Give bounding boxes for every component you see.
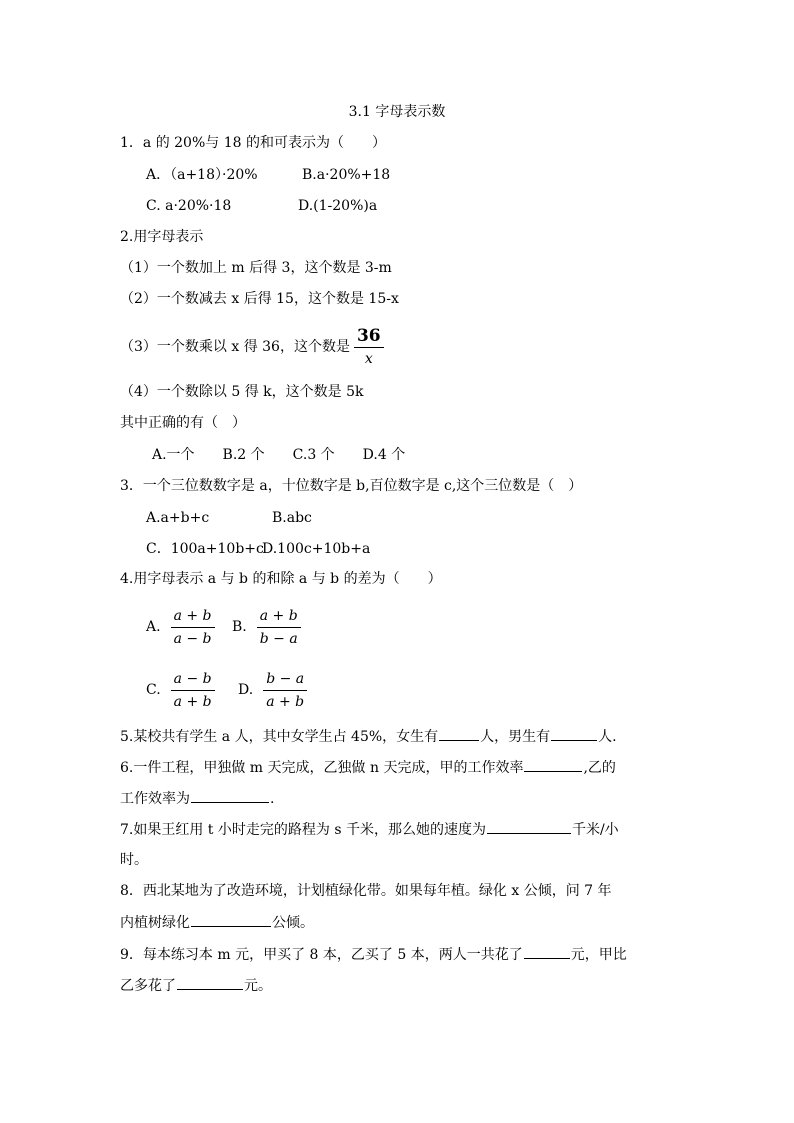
q4-option-d (238, 667, 311, 715)
q7-line-1 (120, 819, 619, 840)
q4-option-c (146, 667, 219, 715)
fraction-numerator: a + b (171, 605, 215, 628)
q4-option-a (146, 604, 219, 652)
q5-line (120, 726, 617, 747)
q8-text-3: 公倾。 (272, 915, 314, 931)
fraction-denominator: b − a (259, 630, 298, 647)
q2-options: A.一个 B.2 个 C.3 个 D.4 个 (152, 447, 406, 463)
q5-text-1: 5.某校共有学生 a 人，其中女学生占 45%，女生有 (120, 729, 439, 745)
q4-option-b-label: B. (232, 619, 247, 635)
q9-text-3: 乙多花了 (120, 978, 176, 994)
q8-line-2 (120, 912, 314, 933)
q7-line-2: 时。 (120, 852, 148, 868)
q6-text-3: 工作效率为 (120, 791, 190, 807)
q3-option-a: A.a+b+c (146, 510, 210, 526)
q2-statement-3 (120, 324, 388, 372)
q4-option-a-fraction (171, 605, 215, 650)
q4-option-d-fraction (263, 668, 307, 713)
q4-option-b (232, 604, 305, 652)
q4-option-b-fraction (257, 605, 301, 650)
q8-text-2: 内植树绿化 (120, 915, 190, 931)
q2-statement-3-text: （3）一个数乘以 x 得 36，这个数是 (120, 339, 350, 355)
q7-blank[interactable] (487, 819, 571, 834)
fraction-denominator: a + b (266, 693, 305, 710)
fraction-denominator: a + b (173, 693, 212, 710)
q3-stem: 3．一个三位数数字是 a，十位数字是 b,百位数字是 c,这个三位数是（ ） (120, 478, 583, 494)
q1-option-d: D.(1-20%)a (298, 198, 378, 214)
q2-statement-4: （4）一个数除以 5 得 k，这个数是 5k (120, 384, 364, 400)
q9-blank-diff[interactable] (177, 975, 243, 990)
fraction-denominator: a − b (173, 630, 212, 647)
q8-blank[interactable] (191, 912, 271, 927)
q3-option-b: B.abc (272, 510, 312, 526)
q2-stem: 2.用字母表示 (120, 229, 204, 245)
q2-statement-1: （1）一个数加上 m 后得 3，这个数是 3-m (120, 260, 392, 276)
q3-option-d: D.100c+10b+a (262, 541, 371, 557)
q6-line-1 (120, 757, 616, 778)
fraction-denominator: x (364, 350, 373, 367)
q2-statement-2: （2）一个数减去 x 后得 15，这个数是 15-x (120, 291, 399, 307)
q9-line-1 (120, 944, 627, 965)
fraction-numerator: a − b (171, 668, 215, 691)
q6-blank-a[interactable] (524, 757, 582, 772)
q6-text-2: ,乙的 (583, 760, 616, 776)
q5-text-3: 人. (598, 729, 617, 745)
fraction-numerator: b − a (263, 668, 307, 691)
q4-option-d-label: D. (238, 682, 254, 698)
q9-text-1: 9．每本练习本 m 元，甲买了 8 本，乙买了 5 本，两人一共花了 (120, 947, 523, 963)
q5-blank-boys[interactable] (551, 726, 597, 741)
q4-option-a-label: A. (146, 619, 161, 635)
q4-option-c-label: C. (146, 682, 161, 698)
q7-text-2: 千米/小 (571, 822, 619, 838)
fraction-numerator: 36 (354, 325, 384, 348)
q5-text-2: 人，男生有 (480, 729, 551, 745)
q9-text-4: 元。 (244, 978, 272, 994)
q9-blank-total[interactable] (524, 944, 570, 959)
q1-option-c: C. a·20%·18 (146, 198, 232, 214)
q6-line-2 (120, 788, 274, 809)
q6-text-1: 6.一件工程，甲独做 m 天完成，乙独做 n 天完成，甲的工作效率 (120, 760, 524, 776)
q1-stem: 1．a 的 20%与 18 的和可表示为（ ） (120, 135, 386, 151)
fraction-numerator: a + b (257, 605, 301, 628)
q1-option-b: B.a·20%+18 (302, 167, 391, 183)
q4-stem: 4.用字母表示 a 与 b 的和除 a 与 b 的差为（ ） (120, 571, 442, 587)
q9-text-2: 元，甲比 (570, 947, 627, 963)
q5-blank-girls[interactable] (439, 726, 479, 741)
q1-option-a: A．（a+18）·20% (146, 167, 258, 183)
q3-option-c: C．100a+10b+c (146, 541, 264, 557)
q9-line-2 (120, 975, 272, 996)
q6-blank-b[interactable] (191, 788, 269, 803)
q7-text-1: 7.如果王红用 t 小时走完的路程为 s 千米，那么她的速度为 (120, 822, 486, 838)
q2-question: 其中正确的有（ ） (120, 415, 246, 431)
q4-option-c-fraction (171, 668, 215, 713)
page-title: 3.1 字母表示数 (348, 104, 446, 120)
q6-text-4: . (270, 791, 275, 807)
q8-line-1: 8．西北某地为了改造环境，计划植绿化带。如果每年植。绿化 x 公倾，问 7 年 (120, 883, 612, 899)
fraction-36-over-x (354, 325, 384, 370)
